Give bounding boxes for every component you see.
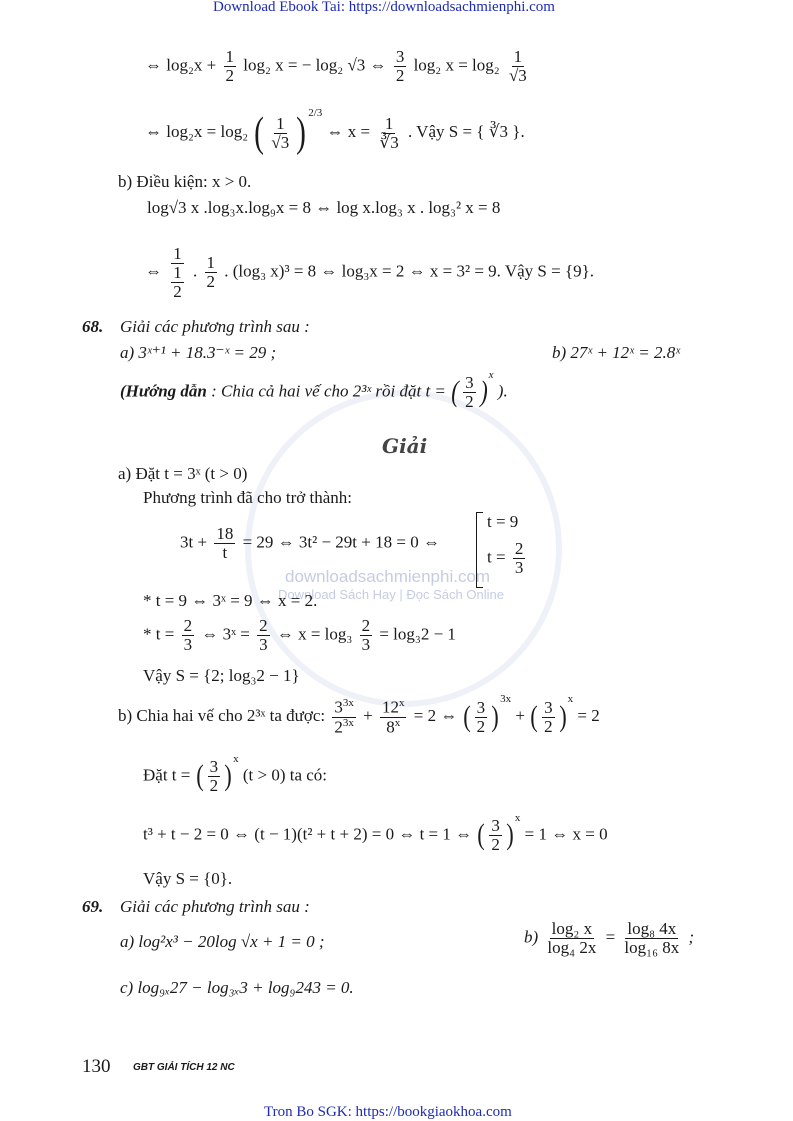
- ex69-part-b: b) $\frac{\text{log₂ x}}{\text{log₄ 2x}}$ = $\frac{\text{log₈ 4x}}{\text{log₁₆ 8x}}$ ;: [524, 919, 695, 957]
- ex69-number: 69.: [82, 897, 104, 916]
- prev-line-2: ⇔ log₂x = log₂ ( $\frac{1}{√3}$ ) $^{2/3}$ ⇔ x = $\frac{1}{∛3}$ . Vậy S = { ∛3 }.: [145, 107, 525, 156]
- ex69-part-a: a) log²x³ − 20log √x + 1 = 0 ;: [120, 932, 325, 951]
- fraction-3-2: $\frac{3}{2}$: [395, 47, 405, 85]
- sol-b-result: Vậy S = {0}.: [143, 869, 233, 888]
- sol-b-cubic: t³ + t − 2 = 0 ⇔ (t − 1)(t² + t + 2) = 0 ⇔ t = 1 ⇔ ( $\frac{3}{2}$ )$^x$ = 1 ⇔ x = 0: [143, 811, 608, 854]
- sol-a-result: Vậy S = {2; log₃2 − 1}: [143, 666, 300, 685]
- ex69-title: Giải các phương trình sau :: [120, 897, 310, 916]
- prev-line-1: ⇔ log₂x + $\frac{1}{2}$ log₂ x = − log₂ √3 ⇔ $\frac{3}{2}$ log₂ x = log₂ $\frac{1}{√3}$: [145, 47, 527, 85]
- prev-b-equation: log√3 x .log₃x.log₉x = 8 ⇔ log x.log₃ x . log₃² x = 8: [147, 198, 501, 217]
- top-banner-link[interactable]: Download Ebook Tai: https://downloadsachmienphi.com: [213, 0, 555, 15]
- fraction-1-2: $\frac{1}{2}$: [225, 47, 234, 85]
- watermark-domain: downloadsachmienphi.com: [285, 567, 491, 586]
- sol-a-case2: * t = $\frac{2}{3}$ ⇔ 3ˣ = $\frac{2}{3}$ ⇔ x = log₃ $\frac{2}{3}$ = log₃2 − 1: [143, 616, 456, 654]
- watermark-slogan: Download Sách Hay | Đọc Sách Online: [278, 587, 504, 602]
- fraction-1-sqrt3: $\frac{1}{√3}$: [508, 47, 527, 85]
- sol-b-set: Đặt t = ( $\frac{3}{2}$ )$^x$ (t > 0) ta có:: [143, 752, 328, 795]
- ex68-title: Giải các phương trình sau :: [120, 317, 310, 336]
- page-number: 130: [82, 1056, 111, 1077]
- ex69-part-c: c) log₉ₓ27 − log₃ₓ3 + log₉243 = 0.: [120, 978, 354, 997]
- prev-b-condition: b) Điều kiện: x > 0.: [118, 172, 252, 191]
- prev-b-final: ⇔ $\frac{1}{\frac{1}{2}}$ . $\frac{1}{2}$ . (log₃ x)³ = 8 ⇔ log₃x = 2 ⇔ x = 3² = 9. Vậy S = {9}.: [145, 244, 595, 301]
- sol-a-equation: 3t + $\frac{18}{t}$ = 29 ⇔ 3t² − 29t + 18 = 0 ⇔: [180, 524, 440, 562]
- ex68-number: 68.: [82, 317, 104, 336]
- bracket-case-1: t = 9: [487, 512, 519, 531]
- sol-a-case1: * t = 9 ⇔ 3ˣ = 9 ⇔ x = 2.: [143, 591, 318, 610]
- bracket-case-2: t = $\frac{2}{3}$: [487, 539, 524, 577]
- sol-b-divide: b) Chia hai vế cho 2³ˣ ta được: $\frac{3^{3x}}{2^{3x}}$ + $\frac{12^x}{8^x}$ = 2 ⇔ ( $\frac{3}{2}$ )$^{3x}$ + ( $\frac{3}{2}$ )$^x$ = 2: [118, 693, 600, 737]
- ex68-hint: (Hướng dẫn : Chia cả hai vế cho 2³ˣ rồi đặt t = ( $\frac{3}{2}$ )$^x$ ).: [120, 368, 508, 411]
- ex68-part-a: a) 3ˣ⁺¹ + 18.3⁻ˣ = 29 ;: [120, 343, 277, 362]
- sol-a-set: a) Đặt t = 3ˣ (t > 0): [118, 464, 248, 483]
- bottom-banner-link[interactable]: Tron Bo SGK: https://bookgiaokhoa.com: [264, 1104, 512, 1120]
- case-bracket: [476, 512, 483, 588]
- solution-heading: Giải: [382, 434, 428, 458]
- ex68-part-b: b) 27ˣ + 12ˣ = 2.8ˣ: [552, 343, 680, 362]
- sol-a-becomes: Phương trình đã cho trở thành:: [143, 488, 352, 507]
- book-title: GBT GIẢI TÍCH 12 NC: [133, 1062, 235, 1073]
